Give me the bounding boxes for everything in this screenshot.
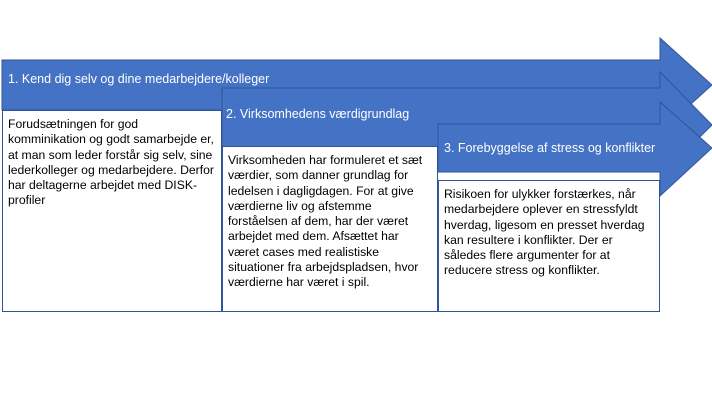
step-1-title: 1. Kend dig selv og dine medarbejdere/kolleger (8, 72, 270, 86)
step-3-description-box (438, 180, 660, 312)
step-3-title: 3. Forebyggelse af stress og konflikter (444, 141, 656, 155)
step-2-title: 2. Virksomhedens værdigrundlag (226, 107, 410, 121)
step-3-description: Risikoen for ulykker forstærkes, når medarbejdere oplever en stressfyldt hverdag, ligesom en presset hverdag kan resultere i konflikter. Der er således flere argumenter for at reducere stress og konflikter. (444, 187, 645, 278)
step-1-description-box (2, 110, 222, 312)
step-2-description-box (222, 146, 438, 312)
step-1-description: Forudsætningen for god komminikation og godt samarbejde er, at man som leder forstår sig selv, sine lederkolleger og medarbejdere. Derfor har deltagerne arbejdet med DISK-profiler (8, 117, 214, 208)
step-2-description: Virksomheden har formuleret et sæt værdier, som danner grundlag for ledelsen i dagligdagen. For at give værdierne liv og afstemme forståelsen af dem, har der været arbejdet med dem. Afsættet har været cases med realistiske situationer fra arbejdspladsen, hvor værdierne har været i spil. (228, 153, 423, 290)
